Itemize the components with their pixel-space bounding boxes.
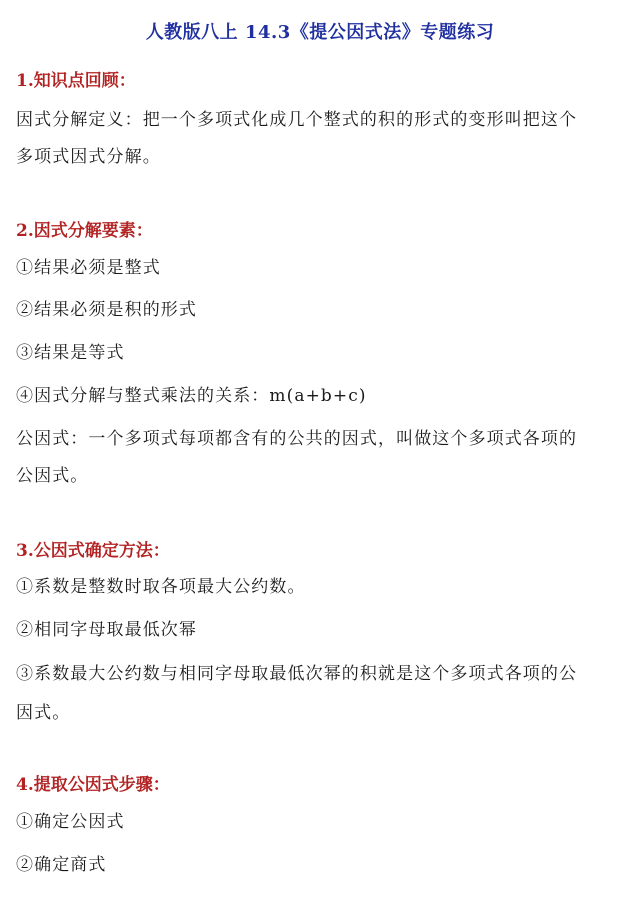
section-4-heading: 4.提取公因式步骤： xyxy=(16,775,170,795)
section-3-line-4: 因式。 xyxy=(16,703,71,723)
section-1-line-1: 因式分解定义：把一个多项式化成几个整式的积的形式的变形叫把这个 xyxy=(16,110,578,130)
section-1-line-2: 多项式因式分解。 xyxy=(16,147,161,167)
document-title: 人教版八上 14.3《提公因式法》专题练习 xyxy=(145,22,495,43)
section-2-line-5: 公因式：一个多项式每项都含有的公共的因式，叫做这个多项式各项的 xyxy=(16,429,578,449)
section-3-line-1: ①系数是整数时取各项最大公约数。 xyxy=(16,577,306,597)
section-3-line-3: ③系数最大公约数与相同字母取最低次幂的积就是这个多项式各项的公 xyxy=(16,664,578,684)
section-3-heading: 3.公因式确定方法： xyxy=(16,541,170,561)
section-2-line-4: ④因式分解与整式乘法的关系：m(a+b+c) xyxy=(16,386,367,406)
section-4-line-1: ①确定公因式 xyxy=(16,812,125,832)
section-2-heading: 2.因式分解要素： xyxy=(16,221,153,241)
section-2-line-6: 公因式。 xyxy=(16,466,89,486)
section-2-line-2: ②结果必须是积的形式 xyxy=(16,300,197,320)
section-1-heading: 1.知识点回顾： xyxy=(16,71,136,91)
section-4-line-2: ②确定商式 xyxy=(16,855,107,875)
section-3-line-2: ②相同字母取最低次幂 xyxy=(16,620,197,640)
section-2-line-1: ①结果必须是整式 xyxy=(16,258,161,278)
section-2-line-3: ③结果是等式 xyxy=(16,343,125,363)
